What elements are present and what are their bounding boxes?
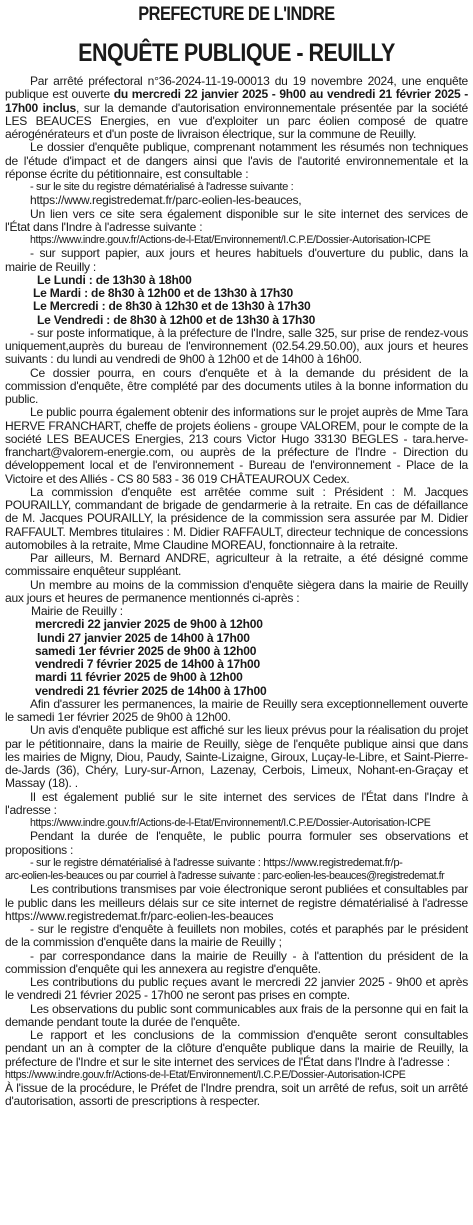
enquiry-dates: du mercredi 22 janvier 2025 - 9h00 au vendredi 21 février 2025 - 17h00 inclus: [5, 87, 468, 115]
paragraph-exceptional-opening: Afin d'assurer les permanences, la mairie de Reuilly sera exceptionnellement ouverte le samedi 1er février 2025 de 9h00 à 12h00.: [5, 696, 468, 724]
permanence-list: [5, 605, 468, 698]
permanence-item: mardi 11 février 2025 de 9h00 à 12h00: [35, 670, 243, 685]
permanence-item: vendredi 21 février 2025 de 14h00 à 17h00: [35, 683, 267, 698]
notice-subtitle: ENQUÊTE PUBLIQUE - REUILLY: [78, 39, 395, 67]
paragraph-communicable: Les observations du public sont communicables aux frais de la personne qui en fait la demande pendant toute la durée de l'enquête.: [5, 1001, 468, 1029]
opening-hours-item: Le Lundi : de 13h30 à 18h00: [37, 272, 192, 287]
paragraph-online-registre: - sur le registre dématérialisé à l'adresse suivante : https://www.registredemat.fr/p-: [30, 856, 403, 869]
paragraph-permanence-intro: Un membre au moins de la commission d'enquête siègera dans la mairie de Reuilly aux jours et heures de permanence mentionnés ci-après :: [5, 577, 468, 605]
registre-url: https://www.registredemat.fr/parc-eolien-les-beauces,: [30, 193, 302, 208]
paragraph-display: Un avis d'enquête publique est affiché sur les lieux prévus pour la réalisation du projet par le pétitionnaire, dans la mairie de Reuilly, siège de l'enquête publique ainsi que dans les mairies de Migny, Diou, Paudy, Sainte-Lizaigne, Giroux, Luçay-le-Libre, et Saint-Pierre-de-Jards (36), Chéry, Lury-sur-Arnon, Lazenay, Cerbois, Limeux, Nohant-en-Graçay et Massay (18). .: [5, 723, 468, 791]
prefecture-url-1: https://www.indre.gouv.fr/Actions-de-l-Etat/Environnement/I.C.P.E/Dossier-Autorisation-ICPE: [30, 234, 431, 246]
permanence-item: mercredi 22 janvier 2025 de 9h00 à 12h00: [35, 617, 263, 632]
paragraph-registre-site: - sur le site du registre dématérialisé à l'adresse suivante :: [30, 181, 294, 193]
permanence-item: samedi 1er février 2025 de 9h00 à 12h00: [35, 643, 257, 658]
paragraph-deadline: Les contributions du public reçues avant le mercredi 22 janvier 2025 - 9h00 et après le vendredi 21 février 2025 - 17h00 ne seront pas prises en compte.: [5, 975, 468, 1003]
prefecture-url-3: https://www.indre.gouv.fr/Actions-de-l-Etat/Environnement/I.C.P.E/Dossier-Autorisation-ICPE: [5, 1068, 406, 1081]
paragraph-report: Le rapport et les conclusions de la commission d'enquête seront consultables pendant un an à compter de la clôture d'enquête publique dans la mairie de Reuilly, la préfecture de l'Indre et sur le site internet des services de l'État dans l'Indre à l'adresse :: [5, 1028, 468, 1069]
paragraph-paper-registre: - sur le registre d'enquête à feuillets non mobiles, cotés et paraphés par le président de la commission d'enquête dans la mairie de Reuilly ;: [5, 922, 468, 950]
permanence-label: Mairie de Reuilly :: [31, 604, 123, 618]
prefecture-url-2: https://www.indre.gouv.fr/Actions-de-l-Etat/Environnement/I.C.P.E/Dossier-Autorisation-ICPE: [30, 817, 431, 829]
paragraph-contact: Le public pourra également obtenir des informations sur le projet auprès de Mme Tara HERVE FRANCHART, cheffe de projets éoliens - groupe VALOREM, pour le compte de la société LES BEAUCES Energies, 213 cours Victor Hugo 33130 BEGLES - tara.herve-franchart@valorem-energie.com, ou auprès de la préfecture de l'Indre - Direction du développement local et de l'environnement - Bureau de l'environnement - Place de la Victoire et des Alliés - CS 80 583 - 36 019 CHÂTEAUROUX Cedex.: [5, 405, 468, 486]
paragraph-observations: Pendant la durée de l'enquête, le public pourra formuler ses observations et propositions :: [5, 829, 468, 857]
permanence-item: vendredi 7 février 2025 de 14h00 à 17h00: [35, 657, 261, 671]
opening-hours-item: Le Vendredi : de 8h30 à 12h00 et de 13h30 à 17h30: [37, 312, 316, 327]
page-title: PREFECTURE DE L'INDRE: [138, 4, 335, 25]
paragraph-computer-access: - sur poste informatique, à la préfecture de l'Indre, salle 325, sur prise de rendez-vous uniquement,auprès du bureau de l'environnement (02.54.29.50.00), aux jours et heures suivants : du lundi au vendredi de 9h00 à 12h00 et de 14h00 à 16h00.: [5, 325, 468, 367]
paragraph-conclusion: À l'issue de la procédure, le Préfet de l'Indre prendra, soit un arrêté de refus, soit un arrêté d'autorisation, assorti de prescriptions à respecter.: [5, 1081, 468, 1109]
opening-hours-list: [5, 274, 468, 327]
paragraph-email: arc-eolien-les-beauces ou par courriel à l'adresse suivante : parc-eolien-les-beauces@registredemat.fr: [5, 870, 445, 882]
opening-hours-item: Le Mardi : de 8h30 à 12h00 et de 13h30 à 17h30: [33, 286, 293, 300]
opening-hours-item: Le Mercredi : de 8h30 à 12h30 et de 13h30 à 17h30: [33, 299, 311, 314]
paragraph-link-info: Un lien vers ce site sera également disponible sur le site internet des services de l'État dans l'Indre à l'adresse suivante :: [5, 206, 468, 234]
paragraph-publication: Il est également publié sur le site internet des services de l'État dans l'Indre à l'adresse :: [5, 789, 468, 817]
permanence-item: lundi 27 janvier 2025 de 14h00 à 17h00: [37, 630, 250, 645]
paragraph-dossier: Le dossier d'enquête publique, comprenant notamment les résumés non techniques de l'étude d'impact et de dangers ainsi que l'avis de l'autorité environnementale et la réponse écrite du pétitionnaire, est consultable :: [5, 140, 468, 181]
paragraph-contributions: Les contributions transmises par voie électronique seront publiées et consultables par le public dans les meilleurs délais sur ce site internet de registre dématérialisé à l'adresse https://www.registredemat.fr/parc-eolien-les-beauces: [5, 882, 468, 923]
paragraph-paper-support: - sur support papier, aux jours et heures habituels d'ouverture du public, dans la mairie de Reuilly :: [5, 246, 468, 274]
paragraph-substitute: Par ailleurs, M. Bernard ANDRE, agriculteur à la retraite, a été désigné comme commissaire enquêteur suppléant.: [5, 551, 468, 579]
paragraph-intro: Par arrêté préfectoral n°36-2024-11-19-00013 du 19 novembre 2024, une enquête publique est ouverte du mercredi 22 janvier 2025 - 9h00 au vendredi 21 février 2025 - 17h00 inclus, sur la demande d'autorisation environnementale présentée par la société LES BEAUCES Energies, en vue d'exploiter un parc éolien composé de quatre aérogénérateurs et d'un poste de livraison électrique, sur la commune de Reuilly.: [5, 74, 468, 141]
paragraph-dossier-update: Ce dossier pourra, en cours d'enquête et à la demande du président de la commission d'enquête, être complété par des documents utiles à la bonne information du public.: [5, 365, 468, 406]
paragraph-commission: La commission d'enquête est arrêtée comme suit : Président : M. Jacques POURAILLY, commandant de brigade de gendarmerie à la retraite. En cas de défaillance de M. Jacques POURAILLY, la présidence de la commission sera assurée par M. Didier RAFFAULT. Membres titulaires : M. Didier RAFFAULT, directeur technique de concessions automobiles à la retraite, Mme Claudine MOREAU, fonctionnaire à la retraite.: [5, 484, 468, 552]
paragraph-correspondence: - par correspondance dans la mairie de Reuilly - à l'attention du président de la commission d'enquête qui les annexera au registre d'enquête.: [5, 948, 468, 976]
